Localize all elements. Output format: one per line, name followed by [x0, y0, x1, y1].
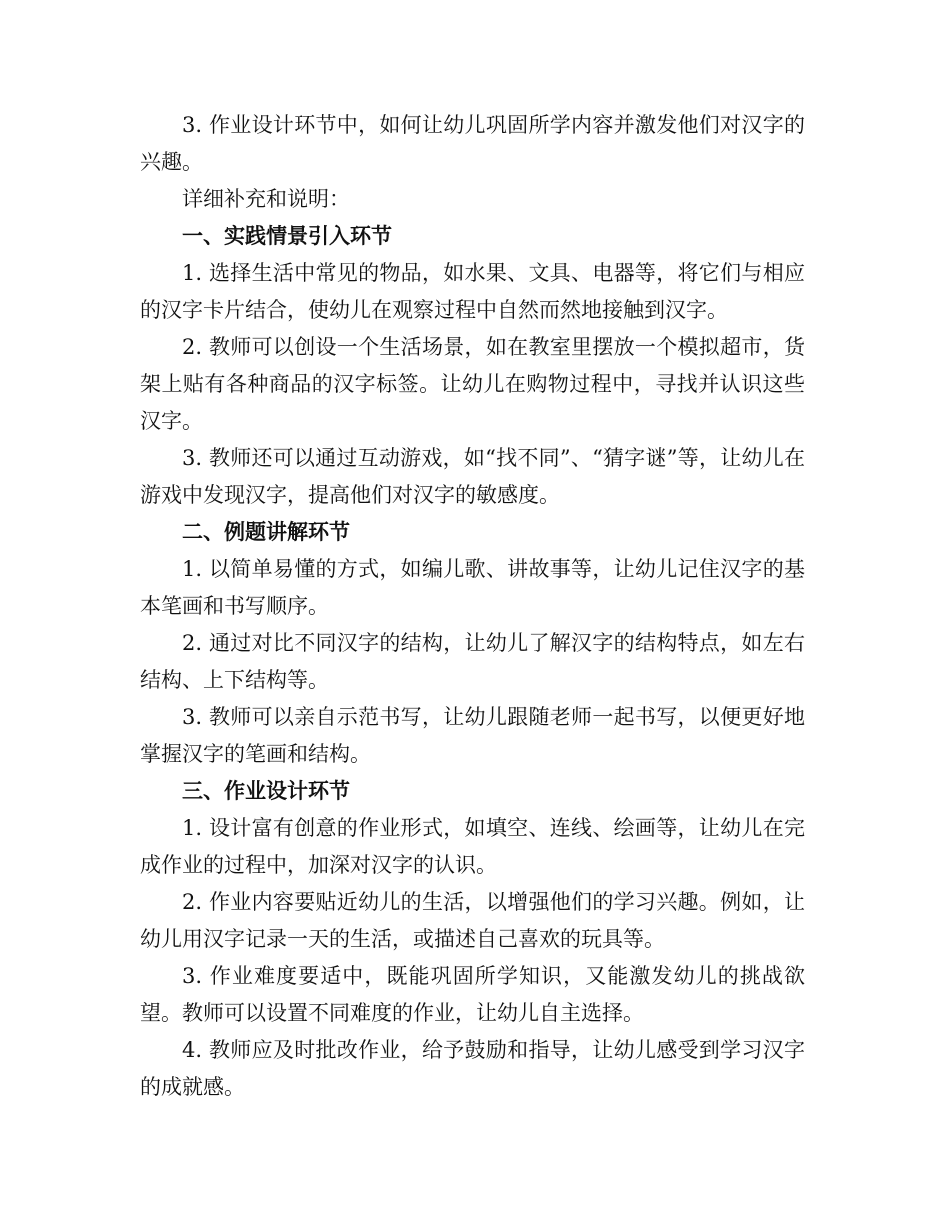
list-item: 1. 选择生活中常见的物品，如水果、文具、电器等，将它们与相应的汉字卡片结合，使幼儿在观察过程中自然而然地接触到汉字。 — [140, 261, 805, 322]
section-practice-scenario — [140, 218, 805, 514]
list-item: 2. 作业内容要贴近幼儿的生活，以增强他们的学习兴趣。例如，让幼儿用汉字记录一天的生活，或描述自己喜欢的玩具等。 — [140, 890, 805, 951]
list-item: 3. 教师还可以通过互动游戏，如“找不同”、“猜字谜”等，让幼儿在游戏中发现汉字，提高他们对汉字的敏感度。 — [140, 446, 805, 507]
section-homework-design — [140, 773, 805, 1106]
section-heading: 一、实践情景引入环节 — [182, 224, 392, 248]
intro-item-3: 3. 作业设计环节中，如何让幼儿巩固所学内容并激发他们对汉字的兴趣。 — [140, 113, 805, 174]
list-item: 4. 教师应及时批改作业，给予鼓励和指导，让幼儿感受到学习汉字的成就感。 — [140, 1038, 805, 1099]
list-item: 1. 以简单易懂的方式，如编儿歌、讲故事等，让幼儿记住汉字的基本笔画和书写顺序。 — [140, 557, 805, 618]
document-page — [140, 107, 805, 1106]
list-item: 3. 教师可以亲自示范书写，让幼儿跟随老师一起书写，以便更好地掌握汉字的笔画和结构。 — [140, 705, 805, 766]
supplement-label: 详细补充和说明： — [182, 187, 350, 211]
section-heading: 三、作业设计环节 — [182, 779, 350, 803]
list-item: 2. 教师可以创设一个生活场景，如在教室里摆放一个模拟超市，货架上贴有各种商品的汉字标签。让幼儿在购物过程中，寻找并认识这些汉字。 — [140, 335, 805, 433]
list-item: 2. 通过对比不同汉字的结构，让幼儿了解汉字的结构特点，如左右结构、上下结构等。 — [140, 631, 805, 692]
list-item: 1. 设计富有创意的作业形式，如填空、连线、绘画等，让幼儿在完成作业的过程中，加深对汉字的认识。 — [140, 816, 805, 877]
section-example-explanation — [140, 514, 805, 773]
section-heading: 二、例题讲解环节 — [182, 520, 350, 544]
list-item: 3. 作业难度要适中，既能巩固所学知识，又能激发幼儿的挑战欲望。教师可以设置不同难度的作业，让幼儿自主选择。 — [140, 964, 805, 1025]
